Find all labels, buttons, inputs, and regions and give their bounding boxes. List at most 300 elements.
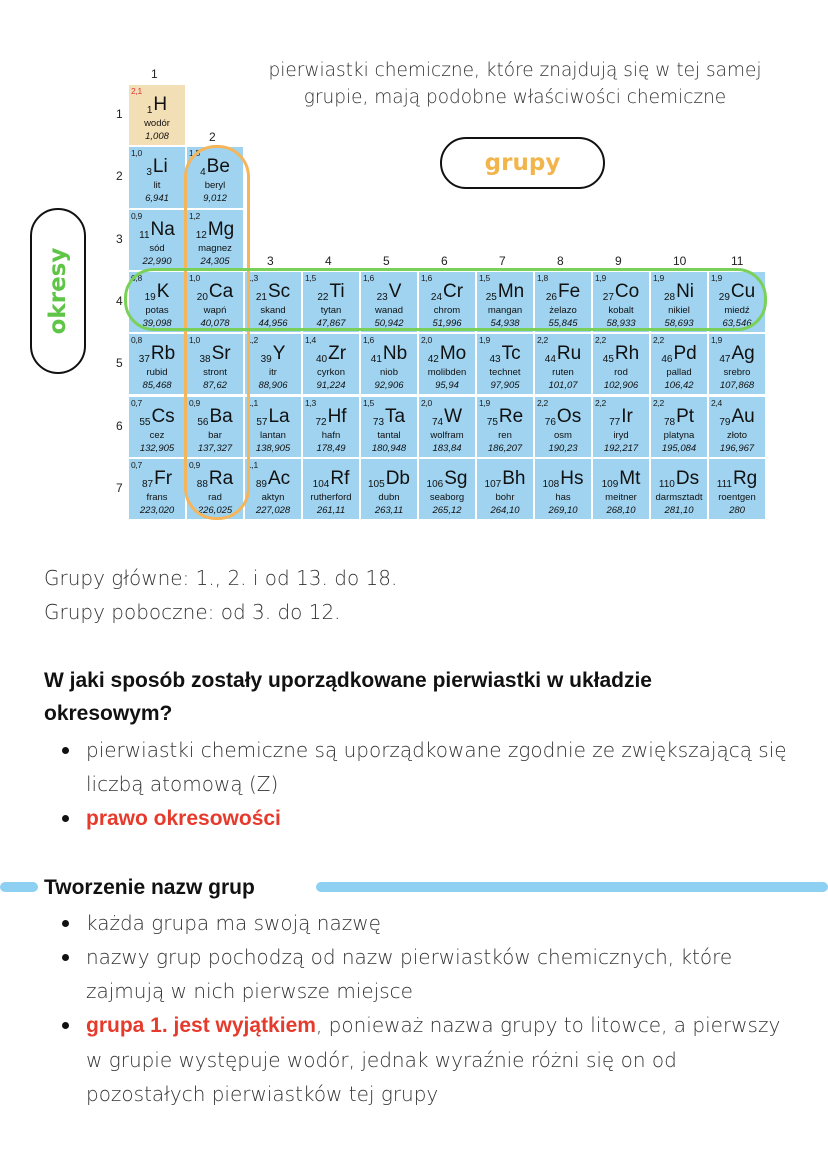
atomic-mass: 196,967 (719, 442, 755, 454)
atomic-number: 75 (486, 416, 498, 428)
atomic-mass: 55,845 (548, 317, 578, 329)
list-item: pierwiastki chemiczne są uporządkowane zgodnie ze zwiększającą się liczbą atomową (Z) (60, 733, 800, 801)
names-heading: Tworzenie nazw grup (44, 876, 255, 899)
element-name: bohr (495, 491, 515, 503)
atomic-mass: 1,008 (145, 131, 169, 142)
atomic-number: 108 (542, 478, 560, 490)
element-name: ren (498, 429, 512, 441)
atomic-number: 11 (139, 229, 150, 241)
element-name: żelazo (549, 304, 577, 316)
atomic-mass: 95,94 (435, 380, 459, 392)
atomic-number: 79 (719, 416, 731, 428)
element-name: bar (208, 429, 222, 441)
atomic-number: 88 (196, 478, 208, 490)
atomic-number: 38 (199, 354, 211, 366)
symbol-text: Li (152, 156, 168, 178)
electronegativity: 1,9 (711, 272, 722, 283)
group-number: 7 (499, 254, 506, 268)
atomic-number: 1 (146, 105, 153, 116)
atomic-mass: 87,62 (203, 380, 227, 392)
atomic-mass: 39,098 (142, 317, 172, 329)
atomic-mass: 269,10 (548, 504, 578, 516)
electronegativity: 1,3 (305, 397, 316, 408)
symbol-text: Ru (556, 343, 582, 365)
list-item: każda grupa ma swoją nazwę (60, 906, 800, 940)
okresy-label-text: okresy (45, 247, 71, 335)
electronegativity: 0,9 (189, 397, 200, 408)
electronegativity: 0,9 (131, 210, 142, 221)
electronegativity: 0,8 (131, 272, 142, 283)
element-name: seaborg (429, 491, 465, 503)
heading-bar-left (0, 882, 38, 892)
symbol-text: Sc (267, 280, 291, 302)
electronegativity: 2,4 (711, 397, 722, 408)
element-name: miedź (724, 304, 750, 316)
period-4-highlight (124, 268, 767, 331)
symbol-text: Cr (443, 280, 464, 302)
group-number: 10 (673, 254, 687, 268)
symbol-text: Co (614, 280, 640, 302)
question-list (60, 733, 800, 836)
element-name: złoto (726, 429, 748, 441)
atomic-number: 22 (317, 291, 329, 303)
atomic-mass: 97,905 (490, 380, 520, 392)
atomic-mass: 186,207 (487, 442, 523, 454)
list-item: grupa 1. jest wyjątkiem, ponieważ nazwa grupy to litowce, a pierwszy w grupie występuje wodór, jednak wyraźnie różni się on od pozostałych pierwiastków tej grupy (60, 1008, 800, 1111)
element-name: meitner (605, 491, 637, 503)
atomic-mass: 107,868 (719, 380, 755, 392)
period-number: 6 (116, 418, 123, 433)
symbol-text: Cs (151, 405, 175, 427)
symbol-text: Rf (330, 467, 350, 489)
atomic-mass: 138,905 (255, 442, 291, 454)
group-number: 8 (557, 254, 564, 268)
element-cell-tc (476, 333, 534, 395)
symbol-text: Sg (444, 467, 468, 489)
electronegativity: 1,1 (247, 397, 258, 408)
element-name: frans (146, 491, 168, 503)
period-number: 1 (116, 107, 123, 122)
atomic-mass: 106,42 (664, 380, 694, 392)
electronegativity: 1,0 (131, 148, 142, 159)
symbol-text: Rg (732, 467, 758, 489)
periodic-law-text: prawo okresowości (86, 807, 281, 830)
atomic-number: 44 (544, 354, 556, 366)
atomic-number: 57 (256, 416, 268, 428)
element-name: iryd (613, 429, 629, 441)
atomic-mass: 223,020 (139, 504, 175, 516)
symbol-text: Na (150, 218, 175, 240)
element-name: sód (149, 242, 165, 254)
atomic-number: 12 (195, 229, 207, 241)
electronegativity: 2,2 (653, 335, 664, 346)
atomic-mass: 226,025 (197, 504, 233, 516)
element-name: skand (260, 304, 286, 316)
atomic-mass: 101,07 (548, 380, 578, 392)
atomic-number: 45 (602, 354, 614, 366)
element-cell-ta (360, 396, 418, 458)
element-name: stront (203, 367, 227, 379)
group-number: 11 (731, 254, 744, 268)
symbol-text: La (268, 405, 290, 427)
element-name: kobalt (608, 304, 634, 316)
atomic-number: 3 (146, 167, 152, 179)
element-cell-ir (592, 396, 650, 458)
symbol-text: Hf (327, 405, 347, 427)
symbol-text: K (156, 280, 170, 302)
atomic-number: 23 (376, 291, 388, 303)
symbol-text: Mg (207, 218, 235, 240)
electronegativity: 1,0 (189, 335, 200, 346)
symbol-text: Rb (150, 343, 176, 365)
electronegativity: 1,2 (189, 210, 200, 221)
period-number: 7 (116, 480, 123, 495)
atomic-number: 89 (255, 478, 267, 490)
element-name: platyna (663, 429, 695, 441)
atomic-mass: 281,10 (664, 504, 694, 516)
electronegativity: 1,0 (189, 272, 200, 283)
atomic-number: 73 (372, 416, 385, 428)
atomic-mass: 58,693 (664, 317, 694, 329)
element-cell-mo (418, 333, 476, 395)
symbol-text: Ti (329, 280, 345, 302)
symbol-text: Ca (208, 280, 234, 302)
atomic-number: 104 (312, 478, 330, 490)
symbol-text: Mo (439, 343, 467, 365)
group-number: 5 (383, 254, 390, 268)
element-cell-zr (302, 333, 360, 395)
atomic-number: 41 (370, 354, 382, 366)
element-name: lantan (260, 429, 286, 441)
element-cell-ag (708, 333, 766, 395)
element-cell-fr (128, 458, 186, 520)
electronegativity: 1,9 (711, 335, 722, 346)
atomic-mass: 178,49 (316, 442, 346, 454)
symbol-text: Ba (209, 405, 233, 427)
element-name: wanad (375, 304, 403, 316)
element-name: rutherford (310, 491, 352, 503)
atomic-mass: 268,10 (606, 504, 636, 516)
electronegativity: 2,0 (421, 335, 432, 346)
atomic-mass: 40,078 (200, 317, 230, 329)
atomic-mass: 58,933 (606, 317, 636, 329)
element-name: osm (554, 429, 572, 441)
element-cell-na (128, 209, 186, 271)
symbol-text: Ag (731, 343, 755, 365)
symbol-text: Ni (676, 280, 695, 302)
atomic-number: 20 (196, 291, 208, 303)
element-name: technet (489, 367, 521, 379)
atomic-mass: 265,12 (432, 504, 462, 516)
group-number: 2 (209, 130, 216, 144)
element-cell-la (244, 396, 302, 458)
list-item (60, 801, 800, 836)
electronegativity: 0,8 (131, 335, 142, 346)
element-name: cez (149, 429, 165, 441)
atomic-number: 110 (658, 478, 675, 490)
period-number: 2 (116, 169, 123, 184)
atomic-number: 56 (197, 416, 209, 428)
symbol-text: Ra (208, 467, 234, 489)
group-number: 4 (325, 254, 332, 268)
grupy-label (440, 137, 605, 189)
names-list (60, 906, 800, 1111)
electronegativity: 1,9 (653, 272, 664, 283)
electronegativity: 2,1 (131, 86, 142, 96)
element-name: molibden (427, 367, 467, 379)
electronegativity: 1,5 (305, 272, 316, 283)
symbol-text: Ac (267, 467, 291, 489)
atomic-number: 37 (138, 354, 150, 366)
symbol-text: Pd (673, 343, 697, 365)
element-name: tantal (377, 429, 401, 441)
atomic-mass: 54,938 (490, 317, 520, 329)
question-heading: W jaki sposób zostały uporządkowane pierwiastki w układzie okresowym? (44, 669, 652, 725)
electronegativity: 1,6 (363, 335, 374, 346)
atomic-number: 25 (485, 291, 497, 303)
group-number: 1 (151, 67, 158, 81)
element-cell-au (708, 396, 766, 458)
element-name: hafn (321, 429, 341, 441)
atomic-mass: 47,867 (316, 317, 346, 329)
element-name: potas (145, 304, 169, 316)
element-name: beryl (204, 180, 226, 192)
atomic-mass: 137,327 (197, 442, 233, 454)
electronegativity: 1,9 (479, 397, 490, 408)
element-cell-ds (650, 458, 708, 520)
symbol-text: Sr (211, 343, 231, 365)
atomic-mass: 44,956 (258, 317, 288, 329)
element-name: wodór (144, 118, 170, 129)
period-number: 3 (116, 231, 123, 246)
atomic-mass: 192,217 (603, 442, 639, 454)
symbol-text: Cu (730, 280, 756, 302)
atomic-number: 107 (484, 478, 502, 490)
atomic-number: 74 (431, 416, 444, 428)
element-name: itr (269, 367, 277, 379)
atomic-number: 109 (601, 478, 619, 490)
atomic-mass: 6,941 (145, 193, 169, 205)
electronegativity: 1,8 (537, 272, 548, 283)
electronegativity: 1,5 (363, 397, 374, 408)
symbol-text: Mt (619, 467, 641, 489)
symbol-text: Zr (328, 343, 347, 365)
element-cell-mt (592, 458, 650, 520)
atomic-mass: 88,906 (258, 380, 288, 392)
atomic-number: 40 (315, 354, 328, 366)
atomic-number: 43 (489, 354, 501, 366)
element-name: dubn (378, 491, 400, 503)
electronegativity: 1,6 (363, 272, 374, 283)
element-name: ruten (552, 367, 574, 379)
element-cell-h (128, 84, 186, 146)
atomic-mass: 85,468 (142, 380, 172, 392)
symbol-text: Ir (621, 405, 633, 427)
atomic-mass: 63,546 (722, 317, 752, 329)
period-number: 5 (116, 356, 123, 371)
element-cell-y (244, 333, 302, 395)
group-note: pierwiastki chemiczne, które znajdują się w tej samej grupie, mają podobne właściwości chemiczne (268, 60, 762, 108)
symbol-text: H (153, 94, 168, 115)
atomic-number: 42 (427, 354, 439, 366)
atomic-number: 39 (260, 354, 272, 366)
element-cell-re (476, 396, 534, 458)
symbol-text: Be (206, 156, 230, 178)
symbol-text: Re (498, 405, 524, 427)
atomic-number: 46 (661, 354, 673, 366)
exception-text: grupa 1. jest wyjątkiem (86, 1014, 316, 1037)
electronegativity: 2,0 (421, 397, 432, 408)
atomic-mass: 92,906 (374, 380, 404, 392)
atomic-number: 26 (545, 291, 557, 303)
list-item: nazwy grup pochodzą od nazw pierwiastków chemicznych, które zajmują w nich pierwsze miejsce (60, 940, 800, 1008)
atomic-number: 21 (255, 291, 267, 303)
atomic-mass: 51,996 (432, 317, 462, 329)
symbol-text: Au (731, 405, 755, 427)
atomic-number: 77 (609, 416, 621, 428)
element-cell-ac (244, 458, 302, 520)
element-cell-li (128, 146, 186, 208)
atomic-mass: 180,948 (371, 442, 407, 454)
atomic-mass: 190,23 (548, 442, 578, 454)
element-cell-cs (128, 396, 186, 458)
electronegativity: 1,3 (247, 272, 258, 283)
electronegativity: 0,7 (131, 397, 142, 408)
electronegativity: 2,2 (537, 335, 548, 346)
element-name: cyrkon (317, 367, 345, 379)
side-groups-text: Grupy poboczne: od 3. do 12. (44, 600, 341, 624)
element-name: wolfram (430, 429, 464, 441)
main-groups-text: Grupy główne: 1., 2. i od 13. do 18. (44, 566, 398, 590)
element-name: rubid (146, 367, 168, 379)
atomic-mass: 24,305 (200, 255, 230, 267)
heading-bar-right (316, 882, 828, 892)
symbol-text: Fe (557, 280, 581, 302)
atomic-mass: 91,224 (316, 380, 346, 392)
electronegativity: 0,9 (189, 459, 200, 470)
electronegativity: 1,2 (247, 335, 258, 346)
atomic-number: 28 (663, 291, 676, 303)
element-cell-ru (534, 333, 592, 395)
element-cell-rg (708, 458, 766, 520)
element-cell-os (534, 396, 592, 458)
element-name: pallad (666, 367, 692, 379)
atomic-mass: 264,10 (490, 504, 520, 516)
symbol-text: Ta (385, 405, 406, 427)
electronegativity: 2,2 (653, 397, 664, 408)
element-name: nikiel (668, 304, 690, 316)
element-cell-pd (650, 333, 708, 395)
atomic-mass: 132,905 (139, 442, 175, 454)
symbol-text: Rh (614, 343, 640, 365)
atomic-number: 76 (544, 416, 556, 428)
element-name: aktyn (261, 491, 285, 503)
atomic-number: 105 (368, 478, 385, 490)
symbol-text: Nb (382, 343, 408, 365)
electronegativity: 2,2 (595, 335, 606, 346)
symbol-text: Hs (560, 467, 584, 489)
atomic-mass: 50,942 (374, 317, 404, 329)
element-cell-w (418, 396, 476, 458)
symbol-text: Db (385, 467, 410, 489)
group-2-highlight (184, 145, 250, 520)
atomic-mass: 195,084 (661, 442, 697, 454)
group-number: 9 (615, 254, 622, 268)
symbol-text: Pt (676, 405, 695, 427)
atomic-number: 78 (663, 416, 676, 428)
atomic-number: 111 (716, 478, 732, 490)
symbol-text: Tc (501, 343, 521, 365)
symbol-text: Os (556, 405, 582, 427)
atomic-number: 24 (430, 291, 443, 303)
element-name: tytan (320, 304, 342, 316)
element-name: wapń (203, 304, 227, 316)
atomic-number: 55 (139, 416, 151, 428)
element-name: darmsztadt (655, 491, 703, 503)
atomic-mass: 280 (729, 504, 745, 516)
element-name: niob (380, 367, 398, 379)
electronegativity: 1,5 (479, 272, 490, 283)
symbol-text: Y (272, 343, 286, 365)
element-name: rod (614, 367, 628, 379)
symbol-text: W (444, 405, 463, 427)
atomic-mass: 227,028 (255, 504, 291, 516)
element-cell-db (360, 458, 418, 520)
element-cell-rh (592, 333, 650, 395)
electronegativity: 1,6 (421, 272, 432, 283)
symbol-text: Mn (497, 280, 525, 302)
symbol-text: Fr (154, 467, 173, 489)
electronegativity: 1,9 (595, 272, 606, 283)
element-cell-bh (476, 458, 534, 520)
element-cell-hf (302, 396, 360, 458)
atomic-number: 87 (141, 478, 154, 490)
atomic-number: 4 (200, 167, 206, 179)
element-name: roentgen (718, 491, 756, 503)
group-number: 6 (441, 254, 448, 268)
atomic-mass: 183,84 (432, 442, 462, 454)
symbol-text: Bh (502, 467, 526, 489)
electronegativity: 1,9 (479, 335, 490, 346)
atomic-number: 47 (719, 354, 731, 366)
atomic-mass: 9,012 (203, 193, 227, 205)
element-cell-sg (418, 458, 476, 520)
atomic-number: 72 (315, 416, 327, 428)
element-cell-hs (534, 458, 592, 520)
electronegativity: 1,5 (189, 148, 200, 159)
element-name: chrom (433, 304, 461, 316)
okresy-label (30, 208, 86, 374)
symbol-text: Ds (675, 467, 700, 489)
electronegativity: 0,7 (131, 459, 142, 470)
electronegativity: 1,4 (305, 335, 316, 346)
electronegativity: 2,2 (595, 397, 606, 408)
element-cell-rb (128, 333, 186, 395)
atomic-mass: 22,990 (142, 255, 172, 267)
symbol-text: V (388, 280, 402, 302)
element-cell-rf (302, 458, 360, 520)
element-name: mangan (487, 304, 523, 316)
element-name: magnez (198, 242, 232, 254)
electronegativity: 2,2 (537, 397, 548, 408)
element-name: lit (153, 180, 161, 192)
atomic-number: 106 (426, 478, 444, 490)
period-number: 4 (116, 294, 123, 309)
atomic-number: 29 (718, 291, 730, 303)
atomic-mass: 102,906 (603, 380, 639, 392)
element-name: rad (208, 491, 222, 503)
group-number: 3 (267, 254, 274, 268)
